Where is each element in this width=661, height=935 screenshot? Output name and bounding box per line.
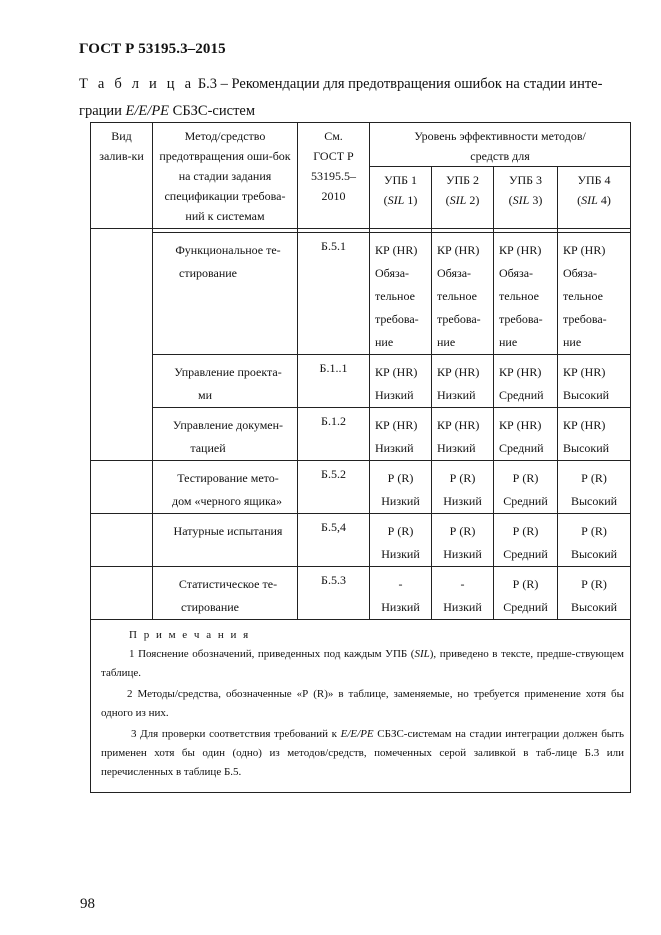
fill-cell: [91, 514, 153, 567]
header-level-1: УПБ 1 (SIL 1): [370, 167, 432, 229]
level-cell: Р (R) Средний: [494, 461, 558, 514]
table-caption: [79, 71, 639, 125]
level-cell: Р (R) Средний: [494, 567, 558, 620]
level-cell: - Низкий: [432, 567, 494, 620]
level-cell: КР (HR) Обяза- тельное требова- ние: [432, 233, 494, 355]
method-cell: Функциональное те- стирование: [153, 233, 298, 355]
table-row: [91, 567, 631, 620]
level-cell: Р (R) Высокий: [558, 461, 631, 514]
caption-text-prefix: грации: [79, 103, 126, 119]
note-3: 3 Для проверки соответствия требований к E/E/PE СБЗС-системам на стадии интеграции должен быть применен хотя бы один (одно) из методов/средств, помеченных серой заливкой в таб-лице Б.3 или перечисленных в таблице Б.5.: [101, 728, 625, 778]
notes-cell: [91, 620, 631, 793]
level-cell: КР (HR) Высокий: [558, 355, 631, 408]
notes-row: [91, 620, 631, 793]
reference-cell: Б.1..1: [298, 355, 370, 408]
method-cell: Тестирование мето- дом «черного ящика»: [153, 461, 298, 514]
header-level-2: УПБ 2 (SIL 2): [432, 167, 494, 229]
level-cell: КР (HR) Средний: [494, 408, 558, 461]
level-cell: Р (R) Высокий: [558, 567, 631, 620]
level-cell: Р (R) Высокий: [558, 514, 631, 567]
table-row: [91, 355, 631, 408]
method-cell: Управление докумен- тацией: [153, 408, 298, 461]
level-cell: КР (HR) Обяза- тельное требова- ние: [558, 233, 631, 355]
header-reference: См. ГОСТ Р 53195.5–2010: [298, 123, 370, 229]
level-cell: КР (HR) Низкий: [370, 408, 432, 461]
header-level-4: УПБ 4 (SIL 4): [558, 167, 631, 229]
table-row: [91, 408, 631, 461]
recommendations-table: [90, 122, 631, 793]
fill-cell: [91, 461, 153, 514]
level-cell: КР (HR) Высокий: [558, 408, 631, 461]
reference-cell: Б.5,4: [298, 514, 370, 567]
caption-text-line1: Б.3 – Рекомендации для предотвращения ошибок на стадии инте-: [194, 76, 603, 92]
caption-text-suffix: СБЗС-систем: [169, 103, 256, 119]
caption-italic-term: E/E/PE: [125, 103, 170, 119]
reference-cell: Б.5.2: [298, 461, 370, 514]
header-effectiveness-group: Уровень эффективности методов/средств для: [370, 123, 631, 167]
level-cell: Р (R) Средний: [494, 514, 558, 567]
standard-designation: ГОСТ Р 53195.3–2015: [79, 41, 226, 57]
level-cell: КР (HR) Обяза- тельное требова- ние: [370, 233, 432, 355]
level-cell: КР (HR) Низкий: [370, 355, 432, 408]
fill-cell: [91, 567, 153, 620]
table-row: [91, 514, 631, 567]
fill-cell: [91, 233, 153, 461]
level-cell: КР (HR) Низкий: [432, 408, 494, 461]
reference-cell: Б.5.3: [298, 567, 370, 620]
table-row: [91, 233, 631, 355]
note-2: 2 Методы/средства, обозначенные «Р (R)» в таблице, заменяемые, но требуется применение хотя бы одного из них.: [101, 688, 625, 719]
level-cell: Р (R) Низкий: [432, 514, 494, 567]
level-cell: КР (HR) Средний: [494, 355, 558, 408]
reference-cell: Б.1.2: [298, 408, 370, 461]
method-cell: Управление проекта- ми: [153, 355, 298, 408]
level-cell: Р (R) Низкий: [370, 461, 432, 514]
header-level-3: УПБ 3 (SIL 3): [494, 167, 558, 229]
page-number: 98: [80, 896, 95, 912]
method-cell: Статистическое те- стирование: [153, 567, 298, 620]
note-1: 1 Пояснение обозначений, приведенных под каждым УПБ (SIL), приведено в тексте, предше-ствующем таблице.: [101, 648, 625, 679]
method-cell: Натурные испытания: [153, 514, 298, 567]
caption-label: Т а б л и ц а: [79, 76, 195, 92]
header-method: Метод/средство предотвращения оши-бок на стадии задания спецификации требова-ний к системам: [153, 123, 298, 229]
reference-cell: Б.5.1: [298, 233, 370, 355]
table-row: [91, 461, 631, 514]
level-cell: КР (HR) Низкий: [432, 355, 494, 408]
level-cell: Р (R) Низкий: [370, 514, 432, 567]
header-fill-type: Вид залив-ки: [91, 123, 153, 229]
level-cell: Р (R) Низкий: [432, 461, 494, 514]
level-cell: - Низкий: [370, 567, 432, 620]
notes-title: П р и м е ч а н и я: [129, 629, 251, 641]
level-cell: КР (HR) Обяза- тельное требова- ние: [494, 233, 558, 355]
